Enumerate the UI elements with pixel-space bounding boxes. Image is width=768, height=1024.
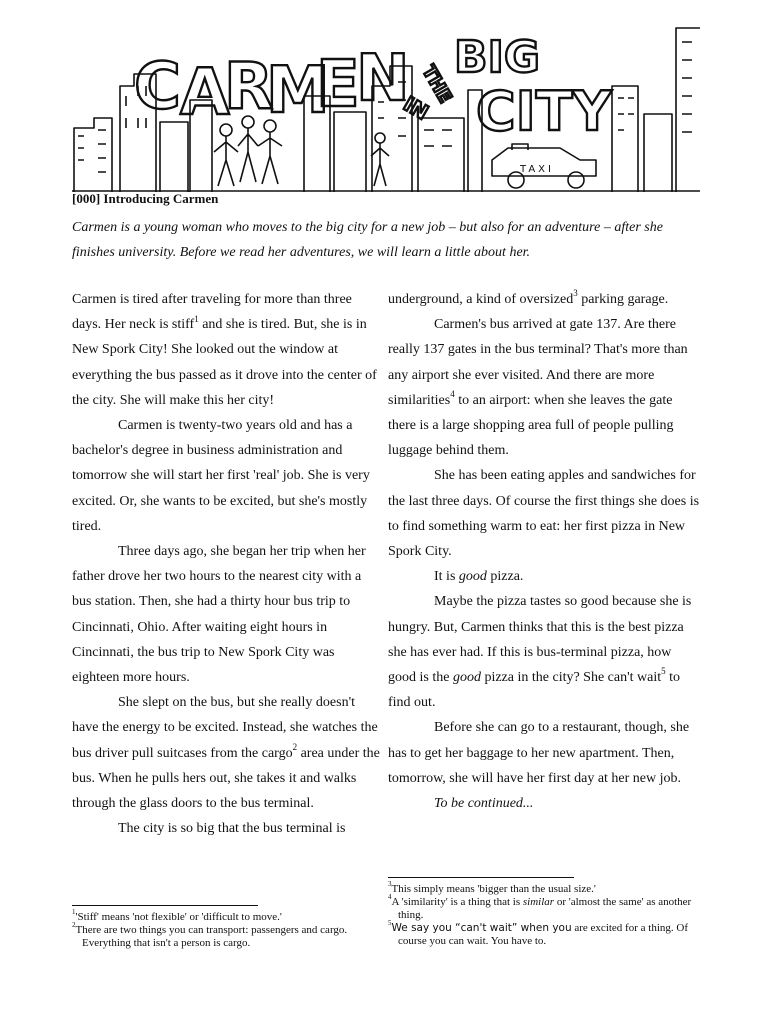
title-word-the: THE	[417, 62, 456, 107]
footnote-rule-right	[388, 877, 574, 878]
paragraph: She slept on the bus, but she really doesn't have the energy to be excited. Instead, she watches the bus driver pull suitcases from the cargo$^2$ area under the bus. When he pulls hers out, she takes it and walks through the glass doors to the bus terminal.	[72, 695, 380, 812]
title-word-city: CITY	[476, 80, 612, 143]
paragraph: Maybe the pizza tastes so good because she is hungry. But, Carmen thinks that this is the best pizza she has ever had. If this is bus-terminal pizza, how good is the good pizza in the city? She can't wait$^5$ to find out.	[388, 594, 692, 711]
footnote: $^1$'Stiff' means 'not flexible' or 'difficult to move.'	[72, 908, 282, 923]
footnote-rule-left	[72, 905, 258, 906]
intro-text: Carmen is a young woman who moves to the big city for a new job – but also for an adventure – after she finishes university. Before we read her adventures, we will learn a little about her.	[72, 220, 663, 260]
footnote-ref: 3	[573, 288, 578, 299]
right-column	[388, 287, 700, 816]
footnote: $^2$There are two things you can transport: passengers and cargo. Everything that isn't a person is cargo.	[72, 921, 348, 949]
paragraph: She has been eating apples and sandwiches for the last three days. Of course the first things she does is to find something warm to eat: her first pizza in New Spork City.	[388, 468, 700, 560]
footnotes-right	[388, 880, 703, 948]
footnote-ref: 4	[450, 389, 455, 400]
footnote-ref: 1	[194, 313, 199, 324]
title-letter-n: N	[356, 42, 410, 116]
title-letter-a: A	[180, 56, 230, 130]
paragraph: It is good pizza.	[434, 569, 524, 585]
footnote-ref: 5	[661, 666, 666, 677]
taxi-label: TAXI	[520, 164, 554, 175]
chapter-heading: [000] Introducing Carmen	[72, 191, 219, 206]
paragraph: Carmen's bus arrived at gate 137. Are there really 137 gates in the bus terminal? That's more than any airport she ever visited. And there are more similarities$^4$ to an airport: when she leaves the gate there is a large shopping area full of people pulling luggage behind them.	[388, 317, 688, 459]
paragraph: underground, a kind of oversized$^3$ parking garage.	[388, 288, 669, 307]
title-letter-c: C	[134, 50, 181, 124]
footnote: $^3$This simply means 'bigger than the usual size.'	[388, 880, 596, 895]
paragraph: Three days ago, she began her trip when her father drove her two hours to the nearest city with a bus station. Then, she had a thirty hour bus trip to Cincinnati, Ohio. After waiting eight hours in Cincinnati, the bus trip to New Spork City was eighteen more hours.	[72, 544, 366, 686]
footnote: $^4$A 'similarity' is a thing that is similar or 'almost the same' as another thing.	[388, 893, 692, 921]
footnote: $^5$We say you “can't wait” when you are excited for a thing. Of course you can wait. You have to.	[388, 919, 688, 947]
to-be-continued: To be continued...	[434, 796, 534, 812]
header-illustration	[72, 26, 700, 192]
paragraph: The city is so big that the bus terminal is	[118, 821, 346, 837]
title-word-big: BIG	[454, 32, 541, 83]
paragraph: Carmen is twenty-two years old and has a bachelor's degree in business administration and tomorrow she will start her first 'real' job. She is very excited. Or, she wants to be excited, but she's mostly tired.	[72, 418, 370, 534]
intro-paragraph	[72, 215, 702, 265]
title-letter-e: E	[316, 48, 360, 122]
footnotes-left	[72, 908, 372, 950]
paragraph: Before she can go to a restaurant, though, she has to get her baggage to her new apartment. Then, tomorrow, she will have her first day at her new job.	[388, 720, 690, 786]
title-word-in: IN	[399, 91, 433, 125]
title-letter-m: M	[266, 54, 330, 128]
city-skyline-drawing	[72, 26, 700, 192]
footnote-ref: 2	[292, 742, 298, 752]
title-letter-r: R	[224, 50, 274, 124]
paragraph: Carmen is tired after traveling for more than three days. Her neck is stiff$^1$ and she is tired. But, she is in New Spork City! She looked out the window at everything the bus passed as it drove into the center of the city. She will make this her city!	[72, 292, 377, 408]
left-column	[72, 287, 381, 841]
